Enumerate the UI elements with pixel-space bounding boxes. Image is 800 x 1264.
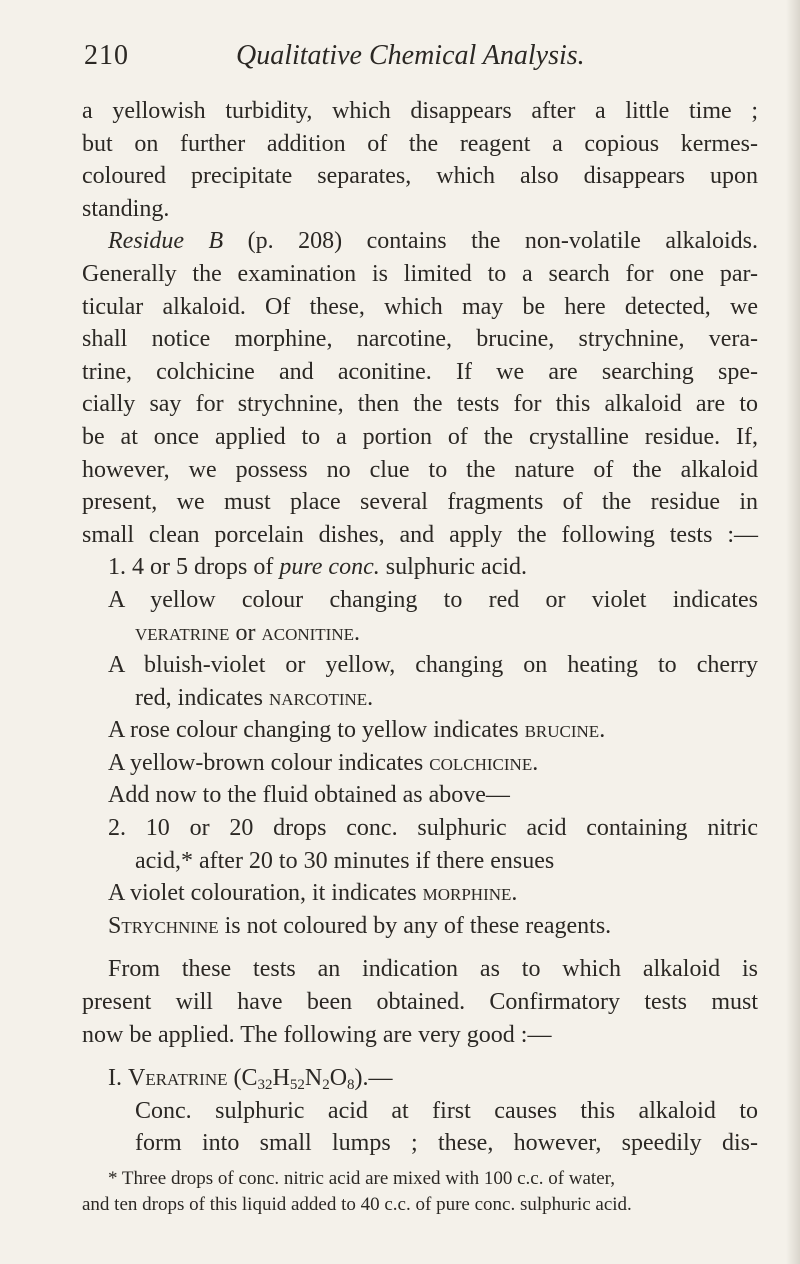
text-line: acid,* after 20 to 30 minutes if there ensues xyxy=(135,847,555,874)
text-line: Conc. sulphuric acid at first causes this alkaloid to xyxy=(135,1097,758,1124)
text-line: cially say for strychnine, then the tests for this alkaloid are to xyxy=(82,391,758,418)
test-2-line: 2. 10 or 20 drops conc. sulphuric acid containing nitric xyxy=(108,815,758,842)
page-header xyxy=(84,40,724,80)
text-line: Add now to the fluid obtained as above— xyxy=(108,782,510,809)
footnote xyxy=(82,1166,758,1218)
text-line: present will have been obtained. Confirmatory tests must xyxy=(82,989,758,1016)
text-line: Strychnine is not coloured by any of these reagents. xyxy=(108,912,612,939)
text-line: form into small lumps ; these, however, speedily dis- xyxy=(135,1130,758,1157)
section-heading-veratrine: I. Veratrine $(C_{32}H_{52}N_2O_8).—$ xyxy=(108,1065,393,1094)
text-line: shall notice morphine, narcotine, brucine, strychnine, vera- xyxy=(82,326,758,353)
text-line: A yellow-brown colour indicates colchicine. xyxy=(108,749,539,776)
footnote-line: and ten drops of this liquid added to 40 c.c. of pure conc. sulphuric acid. xyxy=(82,1194,632,1215)
text-line: Residue B (p. 208) contains the non-volatile alkaloids. xyxy=(108,228,759,255)
text-line: be at once applied to a portion of the crystalline residue. If, xyxy=(82,423,758,450)
text-line: A rose colour changing to yellow indicates brucine. xyxy=(108,717,606,744)
text-line: now be applied. The following are very good :— xyxy=(82,1021,552,1048)
text-line: A bluish-violet or yellow, changing on heating to cherry xyxy=(108,652,758,679)
running-title: Qualitative Chemical Analysis. xyxy=(236,40,585,71)
footnote-line: * Three drops of conc. nitric acid are mixed with 100 c.c. of water, xyxy=(108,1168,615,1189)
paragraph-gap xyxy=(82,942,758,953)
text-line: Generally the examination is limited to a search for one par- xyxy=(82,260,758,287)
text-line: small clean porcelain dishes, and apply the following tests :— xyxy=(82,521,758,548)
text-line: a yellowish turbidity, which disappears after a little time ; xyxy=(82,98,758,124)
text-line: A yellow colour changing to red or violet indicates xyxy=(108,586,758,613)
text-line: ticular alkaloid. Of these, which may be here detected, we xyxy=(82,293,758,320)
text-line: standing. xyxy=(82,195,170,222)
body-text xyxy=(82,95,758,1160)
text-line: coloured precipitate separates, which also disappears upon xyxy=(82,163,758,190)
text-line: From these tests an indication as to which alkaloid is xyxy=(108,956,758,983)
text-line: trine, colchicine and aconitine. If we are searching spe- xyxy=(82,358,758,385)
text-line: A violet colouration, it indicates morphine. xyxy=(108,880,518,907)
residue-b-label: Residue B xyxy=(108,228,224,255)
paragraph-gap xyxy=(82,1051,758,1062)
text-line: red, indicates narcotine. xyxy=(135,684,374,711)
test-1-line: 1. 4 or 5 drops of pure conc. sulphuric acid. xyxy=(108,554,528,581)
text-line: but on further addition of the reagent a copious kermes- xyxy=(82,130,758,157)
chemical-formula: $(C_{32}H_{52}N_2O_8).—$ xyxy=(227,1065,393,1094)
page-number: 210 xyxy=(84,40,129,71)
text-line: present, we must place several fragments of the residue in xyxy=(82,489,758,516)
text-line: however, we possess no clue to the nature of the alkaloid xyxy=(82,456,758,483)
text-line: veratrine or aconitine. xyxy=(135,619,360,646)
page-edge-shadow xyxy=(786,0,800,1264)
